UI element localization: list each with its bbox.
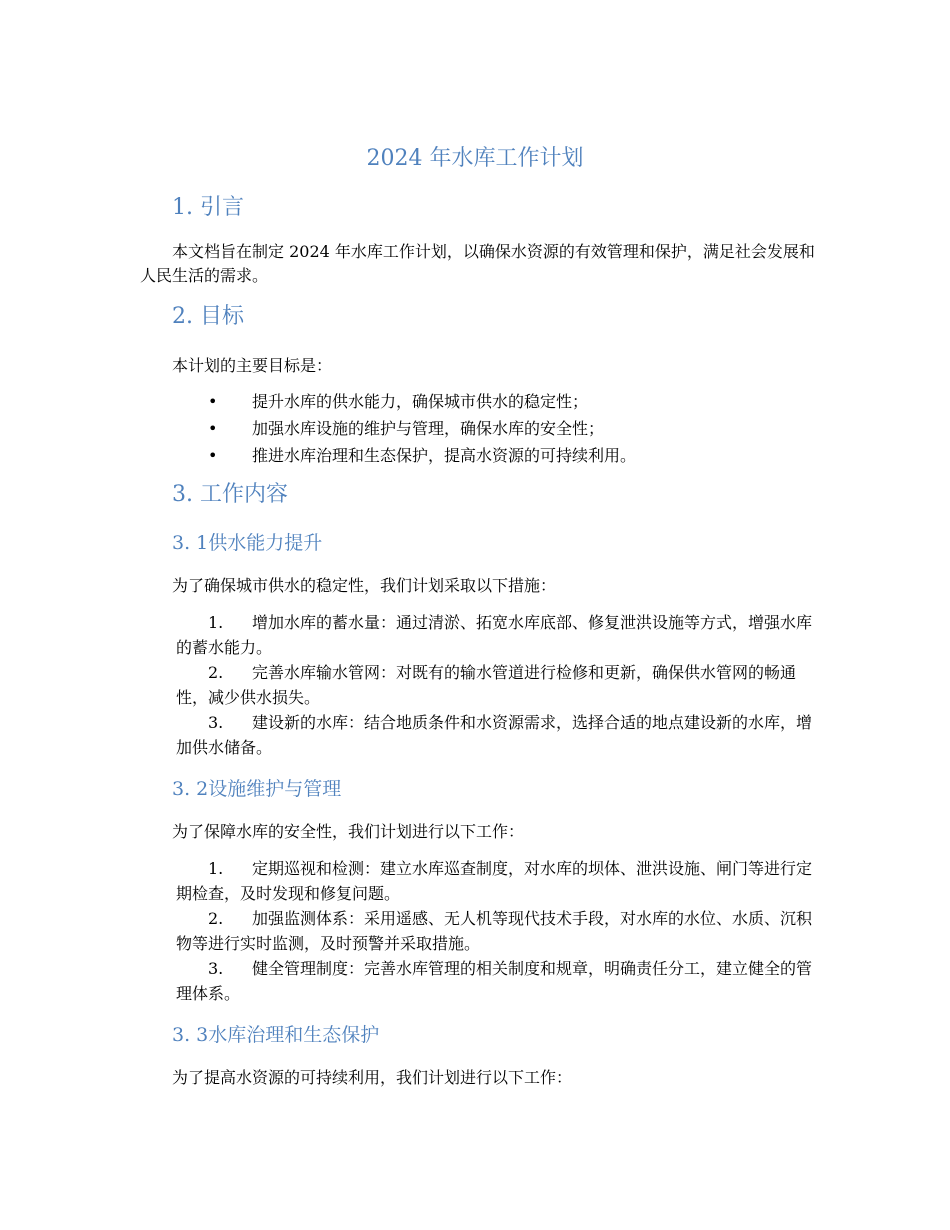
intro-paragraph: 本文档旨在制定 2024 年水库工作计划，以确保水资源的有效管理和保护，满足社会发展和人民生活的需求。 xyxy=(140,242,815,285)
heading-ecology: 3. 3水库治理和生态保护 xyxy=(172,1024,380,1046)
list-number: 2. xyxy=(208,909,224,928)
list-item xyxy=(208,388,808,415)
supply-lead: 为了确保城市供水的稳定性，我们计划采取以下措施： xyxy=(172,576,557,595)
bullet-icon: • xyxy=(208,392,218,411)
list-number: 2. xyxy=(208,663,224,682)
list-text: 完善水库输水管网：对既有的输水管道进行检修和更新，确保供水管网的畅通性，减少供水损失。 xyxy=(176,663,797,707)
heading-maintenance: 3. 2设施维护与管理 xyxy=(172,778,342,800)
bullet-icon: • xyxy=(208,446,218,465)
list-text: 健全管理制度：完善水库管理的相关制度和规章，明确责任分工，建立健全的管理体系。 xyxy=(176,959,813,1003)
list-item xyxy=(176,660,826,710)
heading-intro: 1. 引言 xyxy=(172,195,244,220)
goal-text: 提升水库的供水能力，确保城市供水的稳定性； xyxy=(252,392,589,411)
document-title: 2024 年水库工作计划 xyxy=(366,146,584,171)
list-item xyxy=(176,906,826,956)
goals-list xyxy=(208,388,808,469)
goal-text: 加强水库设施的维护与管理，确保水库的安全性； xyxy=(252,419,605,438)
list-number: 3. xyxy=(208,959,224,978)
list-text: 增加水库的蓄水量：通过清淤、拓宽水库底部、修复泄洪设施等方式，增强水库的蓄水能力。 xyxy=(176,613,813,657)
heading-supply: 3. 1供水能力提升 xyxy=(172,532,323,554)
maintenance-list xyxy=(176,856,826,1006)
heading-goals: 2. 目标 xyxy=(172,304,244,329)
list-item xyxy=(176,610,826,660)
list-item xyxy=(208,442,808,469)
list-text: 建设新的水库：结合地质条件和水资源需求，选择合适的地点建设新的水库，增加供水储备。 xyxy=(176,713,813,757)
heading-work: 3. 工作内容 xyxy=(172,482,288,507)
goals-lead: 本计划的主要目标是： xyxy=(172,356,333,375)
list-text: 加强监测体系：采用遥感、无人机等现代技术手段，对水库的水位、水质、沉积物等进行实时监测，及时预警并采取措施。 xyxy=(176,909,813,953)
supply-list xyxy=(176,610,826,760)
goal-text: 推进水库治理和生态保护，提高水资源的可持续利用。 xyxy=(252,446,637,465)
list-number: 1. xyxy=(208,613,224,632)
ecology-lead: 为了提高水资源的可持续利用，我们计划进行以下工作： xyxy=(172,1068,573,1087)
list-text: 定期巡视和检测：建立水库巡查制度，对水库的坝体、泄洪设施、闸门等进行定期检查，及时发现和修复问题。 xyxy=(176,859,813,903)
maintenance-lead: 为了保障水库的安全性，我们计划进行以下工作： xyxy=(172,822,525,841)
bullet-icon: • xyxy=(208,419,218,438)
list-number: 1. xyxy=(208,859,224,878)
list-item xyxy=(176,956,826,1006)
list-item xyxy=(176,856,826,906)
list-item xyxy=(176,710,826,760)
list-item xyxy=(208,415,808,442)
list-number: 3. xyxy=(208,713,224,732)
